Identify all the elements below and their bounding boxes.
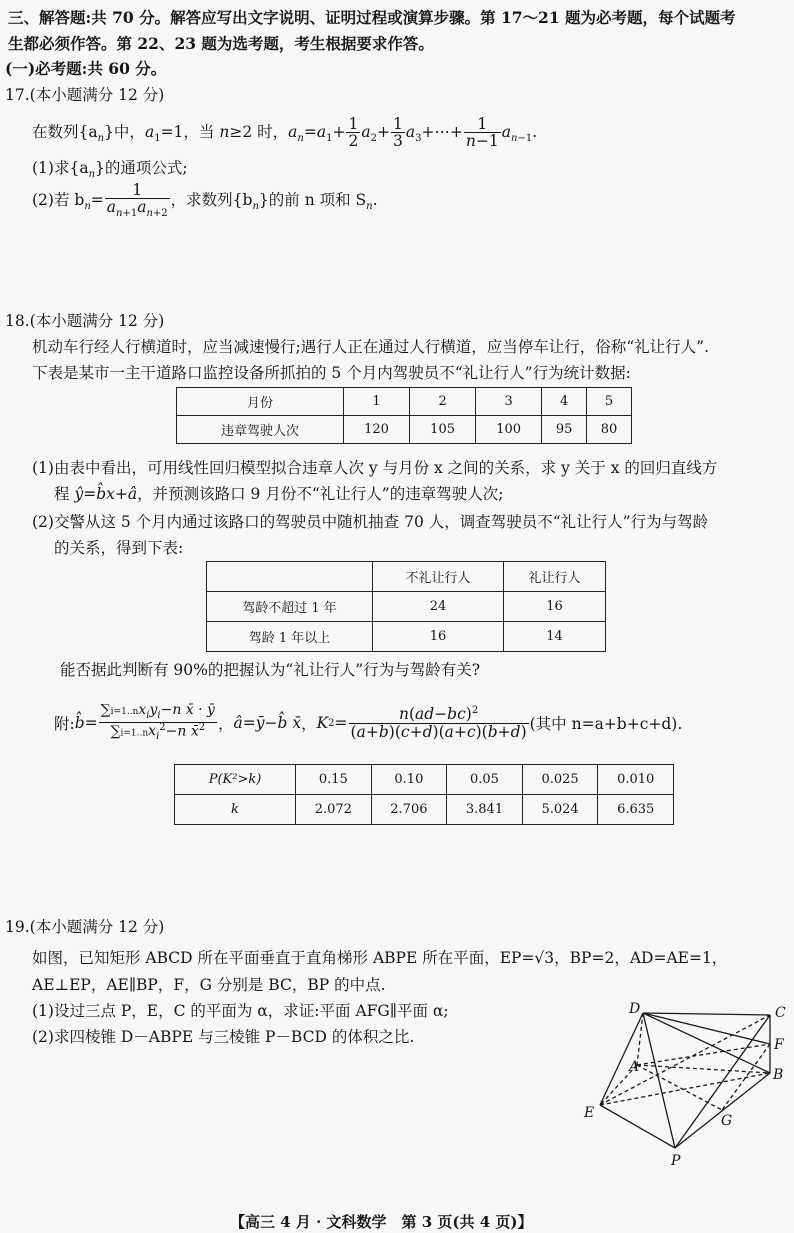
- count-cell: 120: [344, 416, 410, 444]
- q18-part1-line1: (1)由表中看出，可用线性回归模型拟合违章人次 y 与月份 x 之间的关系，求 y 关于 x 的回归直线方: [32, 459, 718, 477]
- label-A: A: [629, 1059, 640, 1075]
- table-cell: 16: [373, 622, 504, 652]
- q18-part1-line2: 程 ŷ=b̂x+â，并预测该路口 9 月份不“礼让行人”的违章驾驶人次;: [54, 485, 504, 503]
- q18-paragraph-1: 机动车行经人行横道时，应当减速慢行;遇行人正在通过人行横道，应当停车让行，俗称“礼让行人”.: [32, 338, 710, 356]
- row-header: 驾龄 1 年以上: [207, 622, 373, 652]
- p-cell: 0.05: [447, 765, 523, 795]
- month-cell: 1: [344, 388, 410, 416]
- label-F: F: [774, 1037, 784, 1053]
- required-heading: (一)必考题:共 60 分。: [5, 59, 167, 78]
- q19-paragraph-2: AE⊥EP，AE∥BP，F，G 分别是 BC，BP 的中点.: [32, 976, 386, 994]
- q18-paragraph-2: 下表是某市一主干道路口监控设备所抓拍的 5 个月内驾驶员不“礼让行人”行为统计数据:: [32, 364, 631, 382]
- q18-appendix: 附: b̂ = $\frac{\sum i=1..nx_iy_i-n x̄ \cdot ȳ}{\sum i=1..nx_i^2-n x̄^2}$ ， â = ȳ − b̂ x̄ ， K 2 = $\frac{n(ad-bc)^2}{(a+b)(c+d)(a+c)(b+d)}$ (其中 n=a+b+c+d).: [54, 702, 683, 743]
- q19-paragraph-1: 如图，已知矩形 ABCD 所在平面垂直于直角梯形 ABPE 所在平面，EP=√3，BP=2，AD=AE=1，: [32, 949, 728, 967]
- k-cell: 6.635: [598, 795, 674, 825]
- section-line-2: 生都必须作答。第 22、23 题为选考题，考生根据要求作答。: [8, 34, 434, 53]
- q19-part1: (1)设过三点 P，E，C 的平面为 α，求证:平面 AFG∥平面 α;: [32, 1002, 449, 1020]
- edge-EC: [600, 1015, 770, 1105]
- k-cell: 2.072: [296, 795, 372, 825]
- edge-DB: [643, 1013, 770, 1073]
- edge-AF: [637, 1044, 770, 1065]
- geometry-figure: [575, 995, 790, 1175]
- q17-part1: (1)求$\{a_n\}$的通项公式;: [32, 159, 188, 181]
- month-cell: 2: [410, 388, 476, 416]
- contingency-table: [206, 561, 606, 652]
- k-cell: 5.024: [522, 795, 598, 825]
- edge-BP: [675, 1073, 770, 1148]
- count-label: 违章驾驶人次: [177, 416, 344, 444]
- q18-part2-line1: (2)交警从这 5 个月内通过该路口的驾驶员中随机抽查 70 人，调查驾驶员不“礼让行人”行为与驾龄: [32, 513, 709, 531]
- p-cell: 0.010: [598, 765, 674, 795]
- q18-question: 能否据此判断有 90%的把握认为“礼让行人”行为与驾龄有关?: [60, 661, 481, 679]
- month-cell: 4: [542, 388, 587, 416]
- label-C: C: [775, 1005, 786, 1021]
- q17-intro: 在数列$\{a_n\}$中，$a_1=1$，当 n≥2 时，$a_n=a_1+$ $\frac{1}{2}$ $a_2+$ $\frac{1}{3}$ $a_3+\cdots+$ $\frac{1}{n-1}$ $a_{n-1}$.: [32, 115, 538, 151]
- count-cell: 105: [410, 416, 476, 444]
- p-label: P(K²>k): [175, 765, 296, 795]
- p-cell: 0.10: [371, 765, 447, 795]
- edge-AG: [637, 1065, 722, 1110]
- page-footer: 【高三 4 月 · 文科数学 第 3 页(共 4 页)】: [230, 1213, 533, 1231]
- month-cell: 5: [587, 388, 632, 416]
- edge-EP: [600, 1105, 675, 1148]
- q18-header: 18.(本小题满分 12 分): [5, 312, 165, 330]
- k-cell: 3.841: [447, 795, 523, 825]
- label-B: B: [773, 1067, 784, 1083]
- label-E: E: [584, 1105, 595, 1121]
- label-D: D: [629, 1001, 641, 1017]
- q17-part2: (2)若 $b_n=$ $\frac{1}{a_{n+1}a_{n+2}}$ ，求数列$\{b_n\}$的前 n 项和 $S_n$.: [32, 181, 378, 220]
- table-cell: 24: [373, 592, 504, 622]
- table-cell: 14: [504, 622, 606, 652]
- col-header: 不礼让行人: [373, 562, 504, 592]
- critical-value-table: [174, 764, 674, 825]
- q19-part2: (2)求四棱锥 D－ABPE 与三棱锥 P－BCD 的体积之比.: [32, 1028, 415, 1046]
- q17-header: 17.(本小题满分 12 分): [5, 86, 165, 104]
- label-G: G: [721, 1113, 733, 1129]
- edge-DC: [643, 1013, 770, 1015]
- count-cell: 80: [587, 416, 632, 444]
- edge-DP: [643, 1013, 675, 1148]
- month-cell: 3: [476, 388, 542, 416]
- corner-cell: [207, 562, 373, 592]
- count-cell: 95: [542, 416, 587, 444]
- label-P: P: [671, 1153, 681, 1169]
- col-header: 礼让行人: [504, 562, 606, 592]
- month-label: 月份: [177, 388, 344, 416]
- k-label: k: [175, 795, 296, 825]
- p-cell: 0.15: [296, 765, 372, 795]
- violation-table: [176, 387, 632, 444]
- q19-header: 19.(本小题满分 12 分): [5, 918, 165, 936]
- p-cell: 0.025: [522, 765, 598, 795]
- row-header: 驾龄不超过 1 年: [207, 592, 373, 622]
- table-cell: 16: [504, 592, 606, 622]
- section-line-1: 三、解答题:共 70 分。解答应写出文字说明、证明过程或演算步骤。第 17～21 题为必考题，每个试题考: [8, 8, 736, 27]
- k-cell: 2.706: [371, 795, 447, 825]
- count-cell: 100: [476, 416, 542, 444]
- edge-DF: [643, 1013, 770, 1044]
- q18-part2-line2: 的关系，得到下表:: [54, 539, 184, 557]
